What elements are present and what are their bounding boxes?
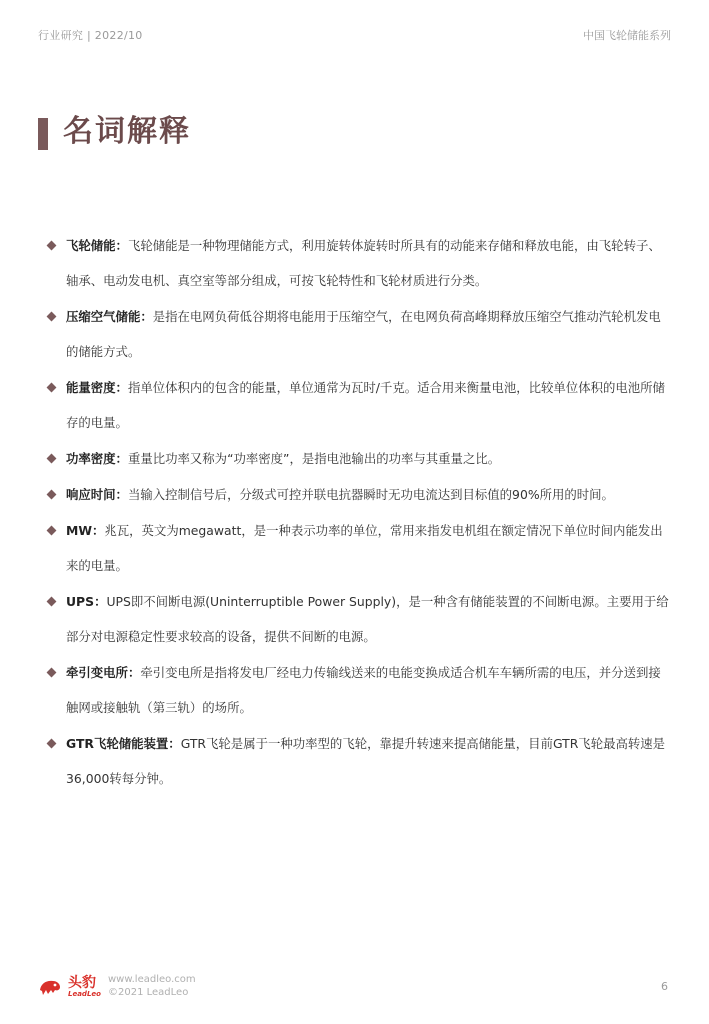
term-name: 响应时间： (66, 487, 128, 502)
diamond-bullet-icon (47, 383, 57, 393)
term-name: 能量密度： (66, 380, 128, 395)
diamond-bullet-icon (47, 490, 57, 500)
footer-website: www.leadleo.com (108, 974, 196, 985)
term-definition: GTR飞轮是属于一种功率型的飞轮，靠提升转速来提高储能量，目前GTR飞轮最高转速是36,000转每分钟。 (66, 736, 666, 786)
term-name: 功率密度： (66, 451, 128, 466)
diamond-bullet-icon (47, 668, 57, 678)
term-name: 压缩空气储能： (66, 309, 153, 324)
diamond-bullet-icon (47, 739, 57, 749)
diamond-bullet-icon (47, 597, 57, 607)
glossary-item (48, 299, 673, 369)
term-name: 飞轮储能： (66, 238, 128, 253)
term-name: 牵引变电所： (66, 665, 141, 680)
glossary-item (48, 441, 673, 476)
term-definition: 兆瓦，英文为megawatt，是一种表示功率的单位，常用来指发电机组在额定情况下单位时间内能发出来的电量。 (66, 523, 663, 573)
term-name: UPS： (66, 594, 107, 609)
header-series-title: 中国飞轮储能系列 (583, 29, 671, 42)
glossary-item (48, 370, 673, 440)
header-category: 行业研究 | 2022/10 (38, 29, 143, 42)
term-definition: 是指在电网负荷低谷期将电能用于压缩空气，在电网负荷高峰期释放压缩空气推动汽轮机发电的储能方式。 (66, 309, 661, 359)
diamond-bullet-icon (47, 312, 57, 322)
glossary-item (48, 477, 673, 512)
footer-copyright: ©2021 LeadLeo (108, 987, 189, 998)
glossary-item (48, 584, 673, 654)
term-name: MW： (66, 523, 105, 538)
glossary-item (48, 513, 673, 583)
diamond-bullet-icon (47, 526, 57, 536)
page-number: 6 (661, 980, 668, 993)
diamond-bullet-icon (47, 241, 57, 251)
leadleo-logo (38, 972, 104, 1002)
leopard-logo-icon (38, 976, 62, 998)
term-definition: 当输入控制信号后，分级式可控并联电抗器瞬时无功电流达到目标值的90%所用的时间。 (127, 487, 614, 502)
term-definition: 指单位体积内的包含的能量，单位通常为瓦时/千克。适合用来衡量电池，比较单位体积的电池所储存的电量。 (66, 380, 665, 430)
title-accent-bar (38, 118, 48, 150)
page-title: 名词解释 (63, 114, 191, 149)
glossary-list (48, 228, 673, 797)
term-name: GTR飞轮储能装置： (66, 736, 181, 751)
glossary-item (48, 726, 673, 796)
term-definition: 飞轮储能是一种物理储能方式，利用旋转体旋转时所具有的动能来存储和释放电能，由飞轮转子、轴承、电动发电机、真空室等部分组成，可按飞轮特性和飞轮材质进行分类。 (66, 238, 661, 288)
logo-chinese-text: 头豹 (68, 975, 96, 991)
term-definition: 重量比功率又称为“功率密度”，是指电池输出的功率与其重量之比。 (127, 451, 501, 466)
term-definition: UPS即不间断电源(Uninterruptible Power Supply)，是一种含有储能装置的不间断电源。主要用于给部分对电源稳定性要求较高的设备，提供不间断的电源。 (66, 594, 669, 644)
diamond-bullet-icon (47, 454, 57, 464)
term-definition: 牵引变电所是指将发电厂经电力传输线送来的电能变换成适合机车车辆所需的电压，并分送到接触网或接触轨（第三轨）的场所。 (66, 665, 661, 715)
glossary-item (48, 655, 673, 725)
glossary-item (48, 228, 673, 298)
logo-english-text: LeadLeo (68, 990, 101, 998)
